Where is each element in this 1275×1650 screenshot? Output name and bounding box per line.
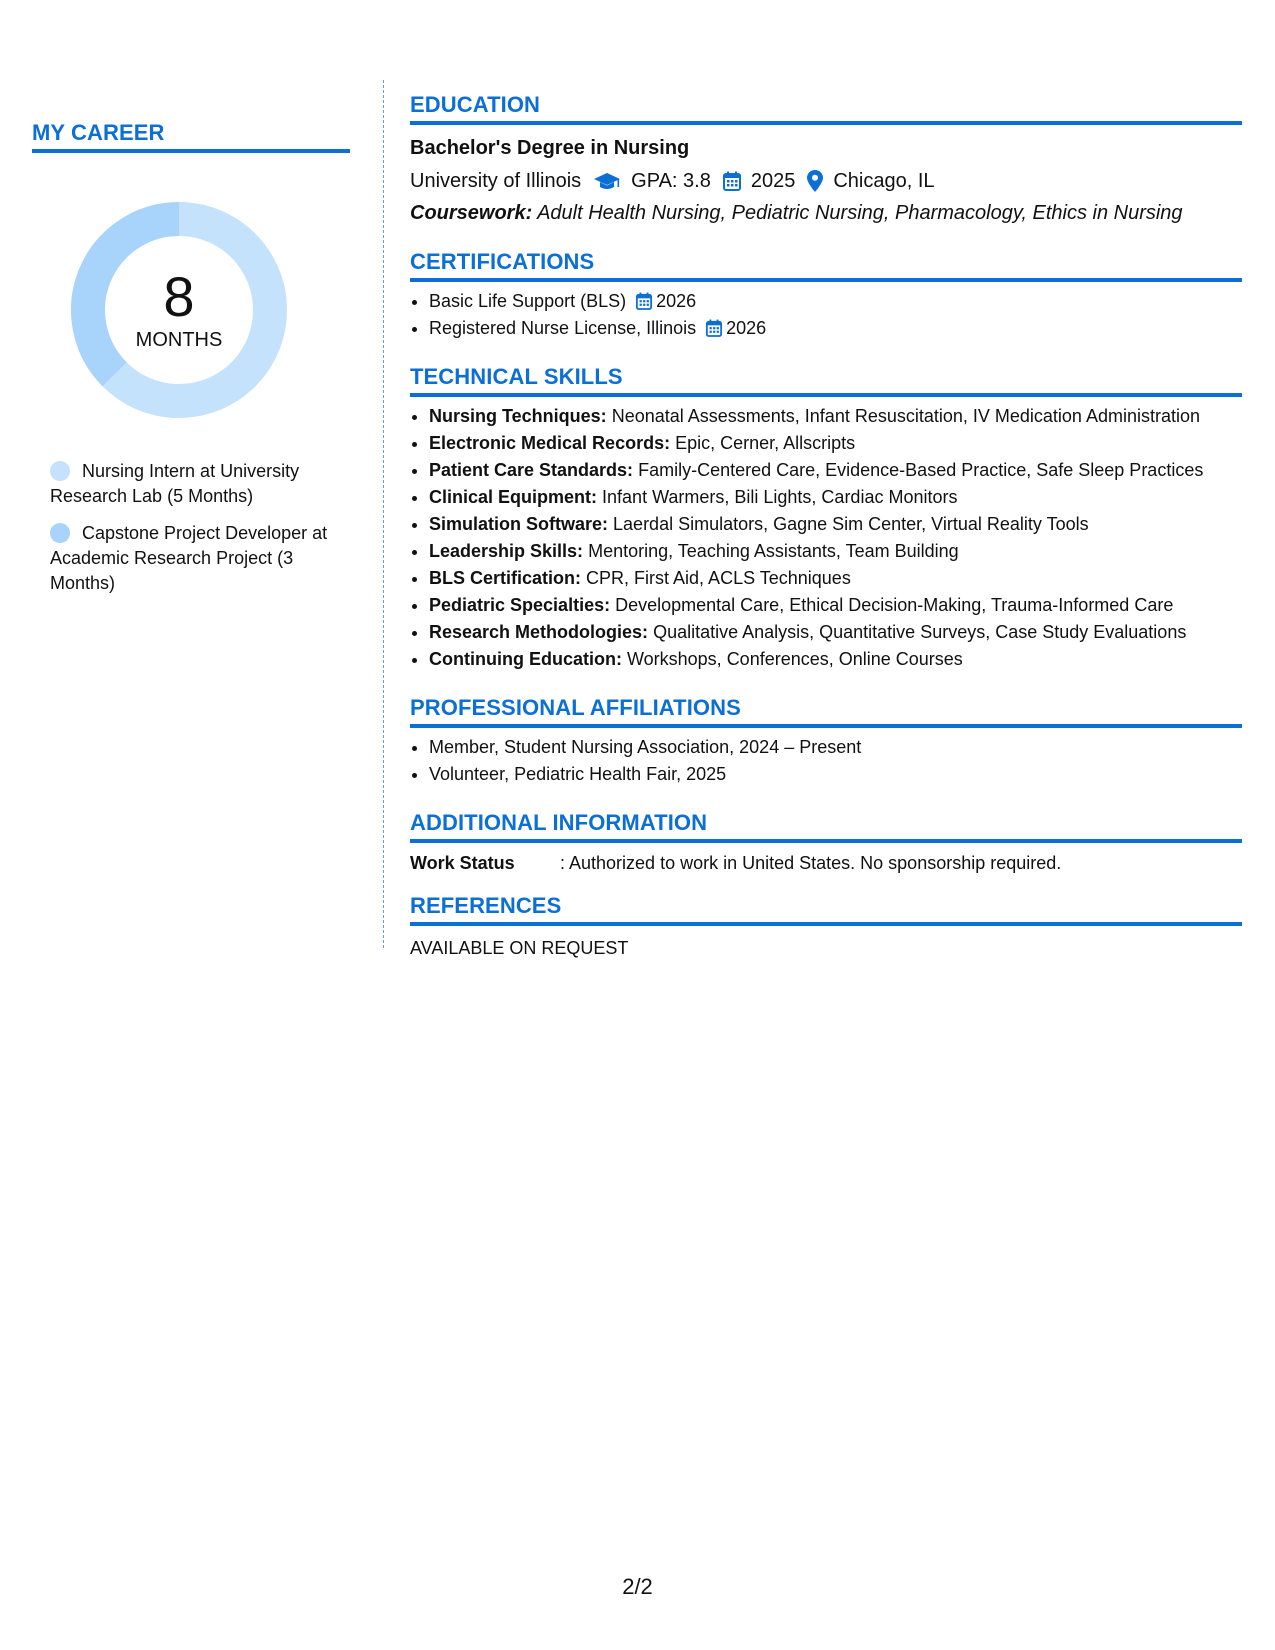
certification-name: Basic Life Support (BLS): [429, 291, 627, 311]
skill-item: [429, 646, 1242, 673]
certifications-list: [410, 288, 1242, 342]
career-title: MY CAREER: [32, 120, 350, 153]
calendar-icon: [636, 292, 652, 310]
certifications-title: CERTIFICATIONS: [410, 249, 1242, 282]
main-column: [410, 92, 1242, 959]
skill-item: [429, 619, 1242, 646]
skill-item: [429, 538, 1242, 565]
certification-item: [429, 315, 1242, 342]
education-meta: [410, 167, 1242, 195]
work-status-value: : Authorized to work in United States. No sponsorship required.: [560, 853, 1062, 873]
graduation-cap-icon: [593, 171, 621, 191]
skill-label: BLS Certification:: [429, 568, 582, 588]
skill-item: [429, 565, 1242, 592]
page-number: 2/2: [622, 1574, 653, 1599]
certification-year: 2026: [726, 318, 767, 338]
school-location: Chicago, IL: [833, 170, 935, 192]
calendar-icon: [706, 319, 722, 337]
location-pin-icon: [807, 170, 823, 192]
skill-item: [429, 430, 1242, 457]
additional-info-section: [410, 810, 1242, 875]
affiliations-title: PROFESSIONAL AFFILIATIONS: [410, 695, 1242, 728]
skill-value: Infant Warmers, Bili Lights, Cardiac Monitors: [602, 487, 958, 507]
affiliation-item: • Volunteer, Pediatric Health Fair, 2025: [429, 761, 1242, 788]
skill-value: Mentoring, Teaching Assistants, Team Building: [588, 541, 959, 561]
skill-value: Family-Centered Care, Evidence-Based Practice, Safe Sleep Practices: [638, 460, 1204, 480]
skill-item: [429, 457, 1242, 484]
certification-item: [429, 288, 1242, 315]
column-divider: [383, 80, 384, 948]
education-title: EDUCATION: [410, 92, 1242, 125]
skill-label: Pediatric Specialties:: [429, 595, 611, 615]
references-text: AVAILABLE ON REQUEST: [410, 938, 629, 958]
skill-item: [429, 484, 1242, 511]
skill-value: Developmental Care, Ethical Decision-Making, Trauma-Informed Care: [615, 595, 1174, 615]
career-donut-chart: [66, 197, 292, 423]
skill-item: [429, 403, 1242, 430]
degree-name: Bachelor's Degree in Nursing: [410, 137, 690, 159]
calendar-icon: [723, 171, 741, 191]
skill-label: Continuing Education:: [429, 649, 622, 669]
graduation-year: 2025: [750, 170, 796, 192]
education-section: [410, 92, 1242, 227]
skill-value: Workshops, Conferences, Online Courses: [626, 649, 963, 669]
donut-center: [66, 197, 292, 423]
skills-list: [410, 403, 1242, 673]
legend-label: Nursing Intern at University Research Lab (5 Months): [50, 461, 300, 506]
skill-label: Nursing Techniques:: [429, 406, 607, 426]
total-months-number: 8: [163, 265, 195, 328]
skill-label: Simulation Software:: [429, 514, 609, 534]
work-status-label: Work Status: [410, 853, 515, 873]
certification-year: 2026: [656, 291, 697, 311]
certifications-section: [410, 249, 1242, 342]
affiliation-item: • Member, Student Nursing Association, 2024 – Present: [429, 734, 1242, 761]
skill-label: Research Methodologies:: [429, 622, 649, 642]
coursework-label: Coursework:: [410, 202, 533, 224]
affiliations-list: [410, 734, 1242, 788]
skill-label: Electronic Medical Records:: [429, 433, 671, 453]
skill-item: [429, 511, 1242, 538]
gpa: GPA: 3.8: [631, 170, 711, 192]
coursework-list: Adult Health Nursing, Pediatric Nursing, Pharmacology, Ethics in Nursing: [537, 202, 1183, 224]
skill-value: Epic, Cerner, Allscripts: [675, 433, 856, 453]
additional-info-title: ADDITIONAL INFORMATION: [410, 810, 1242, 843]
skills-title: TECHNICAL SKILLS: [410, 364, 1242, 397]
skill-value: Qualitative Analysis, Quantitative Surveys, Case Study Evaluations: [653, 622, 1187, 642]
skill-label: Clinical Equipment:: [429, 487, 598, 507]
legend-label: Capstone Project Developer at Academic Research Project (3 Months): [50, 523, 328, 593]
school-name: University of Illinois: [410, 170, 582, 192]
career-column: [32, 120, 352, 608]
legend-item: [50, 459, 340, 509]
skills-section: [410, 364, 1242, 673]
skill-label: Leadership Skills:: [429, 541, 584, 561]
skill-value: Neonatal Assessments, Infant Resuscitation, IV Medication Administration: [611, 406, 1200, 426]
legend-item: [50, 521, 340, 596]
certification-name: Registered Nurse License, Illinois: [429, 318, 697, 338]
legend-dot: [50, 461, 70, 481]
legend-dot: [50, 523, 70, 543]
skill-value: CPR, First Aid, ACLS Techniques: [586, 568, 851, 588]
references-title: REFERENCES: [410, 893, 1242, 926]
career-legend: [50, 459, 340, 596]
references-section: [410, 893, 1242, 959]
coursework: [410, 199, 1242, 227]
skill-label: Patient Care Standards:: [429, 460, 634, 480]
work-status-row: [410, 851, 1242, 875]
total-months-unit: MONTHS: [135, 329, 223, 351]
affiliations-section: [410, 695, 1242, 788]
skill-item: [429, 592, 1242, 619]
skill-value: Laerdal Simulators, Gagne Sim Center, Virtual Reality Tools: [613, 514, 1089, 534]
